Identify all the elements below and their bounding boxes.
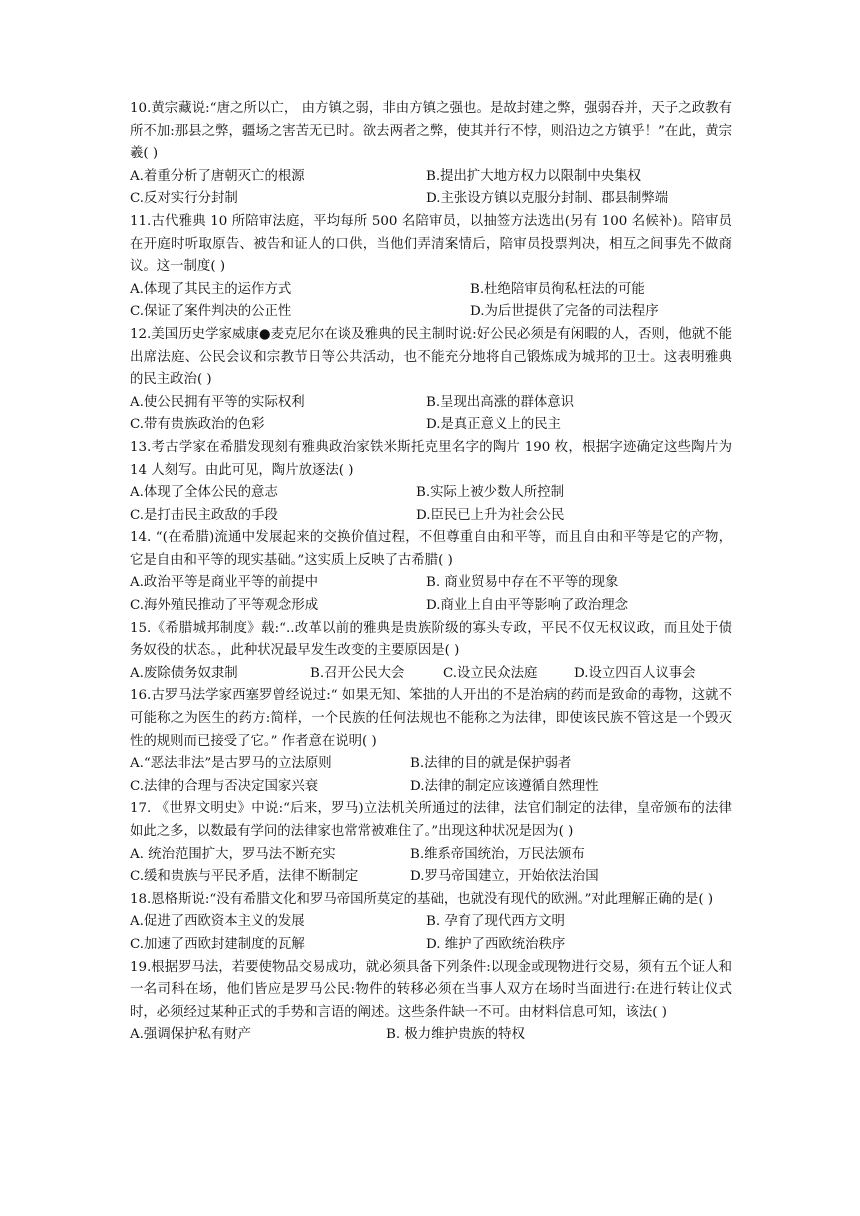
question-19 [130, 957, 732, 1047]
question-10-option-d[interactable]: D.主张设方镇以克服分封制、郡县制弊端 [426, 191, 669, 207]
question-10-option-b[interactable]: B.提出扩大地方权力以限制中央集权 [426, 168, 641, 184]
question-17-option-d[interactable]: D.罗马帝国建立，开始依法治国 [410, 869, 599, 885]
question-17-options-row-2 [130, 866, 732, 889]
question-10-options-row-1 [130, 166, 732, 189]
question-17-option-a[interactable]: A. 统治范围扩大，罗马法不断充实 [130, 846, 336, 862]
question-12-options-row-2 [130, 414, 732, 437]
question-16-options-row-2 [130, 776, 732, 799]
question-15-option-d[interactable]: D.设立四百人议事会 [574, 665, 696, 681]
question-14-option-a[interactable]: A.政治平等是商业平等的前提中 [130, 575, 319, 591]
question-15-stem: 15.《希腊城邦制度》载:“..改革以前的雅典是贵族阶级的寡头专政，平民不仅无权议政，而且处于债务奴役的状态。，此种状况最早发生改变的主要原因是( ) [130, 620, 732, 659]
question-12-option-b[interactable]: B.呈现出高涨的群体意识 [426, 394, 575, 410]
question-12-option-a[interactable]: A.使公民拥有平等的实际权利 [130, 394, 305, 410]
question-16-option-c[interactable]: C.法律的合理与否决定国家兴衰 [130, 778, 319, 794]
question-12-option-c[interactable]: C.带有贵族政治的色彩 [130, 417, 265, 433]
question-18-options-row-2 [130, 934, 732, 957]
question-14-stem: 14. “(在希腊)流通中发展起来的交换价值过程，不但尊重自由和平等，而且自由和平等是它的产物，它是自由和平等的现实基础。”这实质上反映了古希腊( ) [130, 530, 732, 568]
question-10 [130, 98, 732, 211]
question-12-option-d[interactable]: D.是真正意义上的民主 [426, 417, 562, 433]
question-11-option-d[interactable]: D.为后世提供了完备的司法程序 [470, 304, 659, 320]
question-15 [130, 618, 732, 686]
question-10-options-row-2 [130, 188, 732, 211]
question-18-option-a[interactable]: A.促进了西欧资本主义的发展 [130, 914, 305, 930]
question-17-options-row-1 [130, 844, 732, 867]
question-13-option-c[interactable]: C.是打击民主政敌的手段 [130, 507, 278, 523]
question-15-option-b[interactable]: B.召开公民大会 [310, 665, 405, 681]
question-14 [130, 527, 732, 617]
question-13-option-b[interactable]: B.实际上被少数人所控制 [416, 485, 565, 501]
question-11-options-row-2 [130, 301, 732, 324]
question-14-option-d[interactable]: D.商业上自由平等影响了政治理念 [426, 598, 628, 614]
question-16-options-row-1 [130, 753, 732, 776]
question-13-option-a[interactable]: A.体现了全体公民的意志 [130, 485, 278, 501]
question-14-options-row-1 [130, 572, 732, 595]
question-13-option-d[interactable]: D.臣民已上升为社会公民 [416, 507, 565, 523]
question-18-option-b[interactable]: B. 孕育了现代西方文明 [426, 914, 565, 930]
question-18-stem: 18.恩格斯说:“没有希腊文化和罗马帝国所莫定的基础，也就没有现代的欧洲。”对此理解正确的是( ) [130, 891, 714, 907]
question-16-stem: 16.古罗马法学家西塞罗曾经说过:“ 如果无知、笨拙的人开出的不是治病的药而是致命的毒物，这就不可能称之为医生的药方:简样，一个民族的任何法规也不能称之为法律，即使该民族不管这是一个毁灭性的规则而已接受了它。” 作者意在说明( ) [130, 688, 732, 749]
question-17 [130, 798, 732, 888]
question-12 [130, 324, 732, 437]
question-11-option-b[interactable]: B.杜绝陪审员徇私枉法的可能 [470, 281, 645, 297]
question-15-option-c[interactable]: C.设立民众法庭 [443, 665, 538, 681]
question-14-option-c[interactable]: C.海外殖民推动了平等观念形成 [130, 598, 319, 614]
question-19-option-a[interactable]: A.强调保护私有财产 [130, 1027, 252, 1043]
question-13-options-row-1 [130, 482, 732, 505]
question-18-options-row-1 [130, 911, 732, 934]
question-11-stem: 11.古代雅典 10 所陪审法庭，平均每所 500 名陪审员，以抽签方法选出(另有 100 名候补)。陪审员在开庭时听取原告、被告和证人的口供，当他们弄清案情后，陪审员投票判决，相互之间事先不做商议。这一制度( ) [130, 213, 732, 275]
question-19-options-row-1 [130, 1024, 732, 1047]
question-13-options-row-2 [130, 505, 732, 528]
question-16-option-d[interactable]: D.法律的制定应该遵循自然理性 [410, 778, 599, 794]
question-18-option-d[interactable]: D. 维护了西欧统治秩序 [426, 936, 566, 952]
question-15-option-a[interactable]: A.废除债务奴隶制 [130, 665, 238, 681]
question-11-option-c[interactable]: C.保证了案件判决的公正性 [130, 304, 292, 320]
question-11-option-a[interactable]: A.体现了其民主的运作方式 [130, 281, 292, 297]
question-18-option-c[interactable]: C.加速了西欧封建制度的瓦解 [130, 936, 305, 952]
question-13-stem: 13.考古学家在希腊发现刻有雅典政治家铁米斯托克里名字的陶片 190 枚，根据字迹确定这些陶片为 14 人刻写。由此可见，陶片放逐法( ) [130, 439, 732, 478]
question-14-option-b[interactable]: B. 商业贸易中存在不平等的现象 [426, 575, 619, 591]
question-17-stem: 17. 《世界文明史》中说:“后来，罗马)立法机关所通过的法律，法官们制定的法律，皇帝颁布的法律如此之多，以数最有学问的法律家也常常被难住了。”出现这种状况是因为( ) [130, 801, 732, 839]
question-list [130, 98, 732, 1047]
question-11 [130, 211, 732, 324]
question-17-option-b[interactable]: B.维系帝国统治，万民法颁布 [410, 846, 585, 862]
question-14-options-row-2 [130, 595, 732, 618]
question-13 [130, 437, 732, 527]
question-10-stem: 10.黄宗藏说:“唐之所以亡， 由方镇之弱，非由方镇之强也。是故封建之弊，强弱吞并，天子之政教有所不加:那县之弊，疆场之害苦无已时。欲去两者之弊，使其并行不悖，则沿边之方镇乎！”在此，黄宗羲( ) [130, 101, 732, 162]
question-16 [130, 685, 732, 798]
question-16-option-b[interactable]: B.法律的目的就是保护弱者 [410, 756, 572, 772]
question-12-options-row-1 [130, 392, 732, 415]
question-17-option-c[interactable]: C.缓和贵族与平民矛盾，法律不断制定 [130, 869, 359, 885]
question-11-options-row-1 [130, 279, 732, 302]
question-19-stem: 19.根据罗马法，若要使物品交易成功，就必须具备下列条件:以现金或现物进行交易，须有五个证人和一名司科在场，他们皆应是罗马公民:物件的转移必须在当事人双方在场时当面进行:在进行转让仪式时，必须经过某种正式的手势和言语的阐述。这些条件缺一不可。由材料信息可知，该法( ) [130, 959, 732, 1020]
question-12-stem: 12.美国历史学家威康●麦克尼尔在谈及雅典的民主制时说:好公民必须是有闲暇的人，否则，他就不能出席法庭、公民会议和宗教节日等公共活动，也不能充分地将自己锻炼成为城邦的卫士。这表明雅典的民主政治( ) [130, 326, 732, 388]
question-19-option-b[interactable]: B. 极力维护贵族的特权 [386, 1027, 525, 1043]
question-16-option-a[interactable]: A.“恶法非法”是古罗马的立法原则 [130, 756, 332, 772]
question-10-option-a[interactable]: A.着重分析了唐朝灭亡的根源 [130, 168, 305, 184]
question-10-option-c[interactable]: C.反对实行分封制 [130, 191, 238, 207]
question-18 [130, 889, 732, 957]
question-15-options-row [130, 663, 732, 686]
